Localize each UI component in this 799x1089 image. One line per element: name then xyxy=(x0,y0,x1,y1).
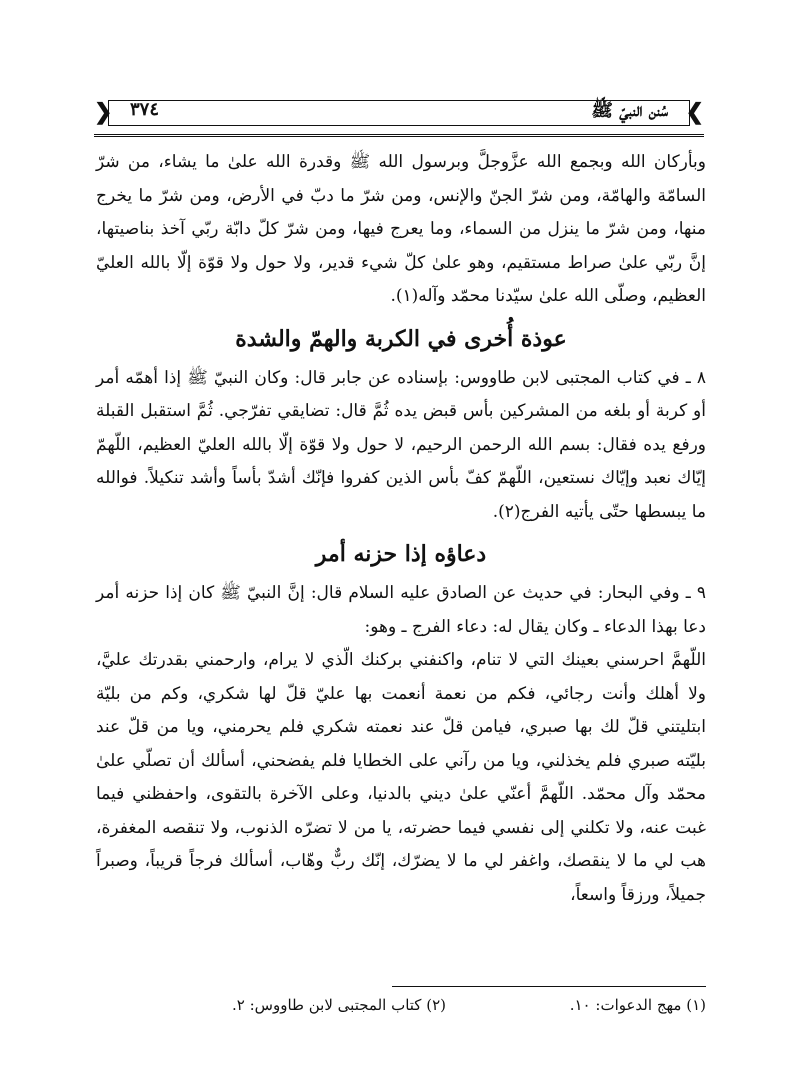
section-heading-2: دعاؤه إذا حزنه أمر xyxy=(315,541,487,567)
intro-paragraph: وبأركان الله وبجمع الله عزَّوجلَّ وبرسول الله ﷺ وقدرة الله علىٰ ما يشاء، من شرّ السامّة والهامّة، ومن شرّ الجنّ والإنس، ومن شرّ ما دبّ في الأرض، ومن شرّ ما يخرج منها، ومن شرّ ما ينزل من السماء، وما يعرج فيها، ومن شرّ كلّ دابّة ربّي آخذ بناصيتها، إنَّ ربّي علىٰ صراط مستقيم، وهو علىٰ كلّ شيء قدير، ولا حول ولا قوّة إلّا بالله العليّ العظيم، وصلّى الله علىٰ سيّدنا محمّد وآله(١). xyxy=(96,152,706,306)
footnote-1: (١) مهج الدعوات: ١٠. xyxy=(569,996,706,1014)
header-ornament-left: ❯ xyxy=(94,99,113,125)
footnote-2: (٢) كتاب المجتبى لابن طاووس: ٢. xyxy=(232,996,446,1014)
paragraph-9: ٩ ـ وفي البحار: في حديث عن الصادق عليه السلام قال: إنَّ النبيّ ﷺ كان إذا حزنه أمر دعا بهذا الدعاء ـ وكان يقال له: دعاء الفرج ـ وهو: xyxy=(96,583,706,637)
footnote-separator xyxy=(392,986,706,987)
header-ornament-right: ❮ xyxy=(685,99,704,125)
section-heading-1: عوذة أُخرى في الكربة والهمّ والشدة xyxy=(235,325,567,352)
paragraph-8: ٨ ـ في كتاب المجتبى لابن طاووس: بإسناده عن جابر قال: وكان النبيّ ﷺ إذا أهمّه أمر أو كربة أو بلغه من المشركين بأس قبض يده ثُمَّ قال: تضايقي تفرّجي. ثُمَّ استقبل القبلة ورفع يده فقال: بسم الله الرحمن الرحيم، لا حول ولا قوّة إلّا بالله العليّ العظيم، اللّهمّ إيّاك نعبد وإيّاك نستعين، اللّهمّ كفّ بأس الذين كفروا فإنّك أشدّ بأساً وأشد تنكيلاً. فوالله ما يبسطها حتّى يأتيه الفرج(٢). xyxy=(96,367,706,522)
running-title: سُنن النبيّ ﷺ xyxy=(591,100,668,121)
page-header xyxy=(94,96,704,137)
dua-text: اللّهمَّ احرسني بعينك التي لا تنام، واكنفني بركنك الّذي لا يرام، وارحمني بقدرتك عليَّ، ولا أهلك وأنت رجائي، فكم من نعمة أنعمت بها عليّ قلّ لها شكري، وكم من بليّة ابتليتني قلّ لك بها صبري، فيامن قلّ عند نعمته شكري فلم يحرمني، ويا من قلّ عند بليّته صبري فلم يخذلني، ويا من رآني على الخطايا فلم يفضحني، أسألك أن تصلّي علىٰ محمّد وآل محمّد. اللّهمَّ أعنّي علىٰ ديني بالدنيا، وعلى الآخرة بالتقوى، واحفظني فيما غبت عنه، ولا تكلني إلى نفسي فيما حضرته، يا من لا تضرّه الذنوب، ولا تنقصه المغفرة، هب لي ما لا ينقصك، واغفر لي ما لا يضرّك، إنّك ربٌّ وهّاب، أسألك فرجاً قريباً، وصبراً جميلاً، ورزقاً واسعاً، xyxy=(96,650,706,905)
footnotes xyxy=(96,992,706,1022)
page-number: ٣٧٤ xyxy=(130,99,160,120)
page-body xyxy=(96,146,706,912)
